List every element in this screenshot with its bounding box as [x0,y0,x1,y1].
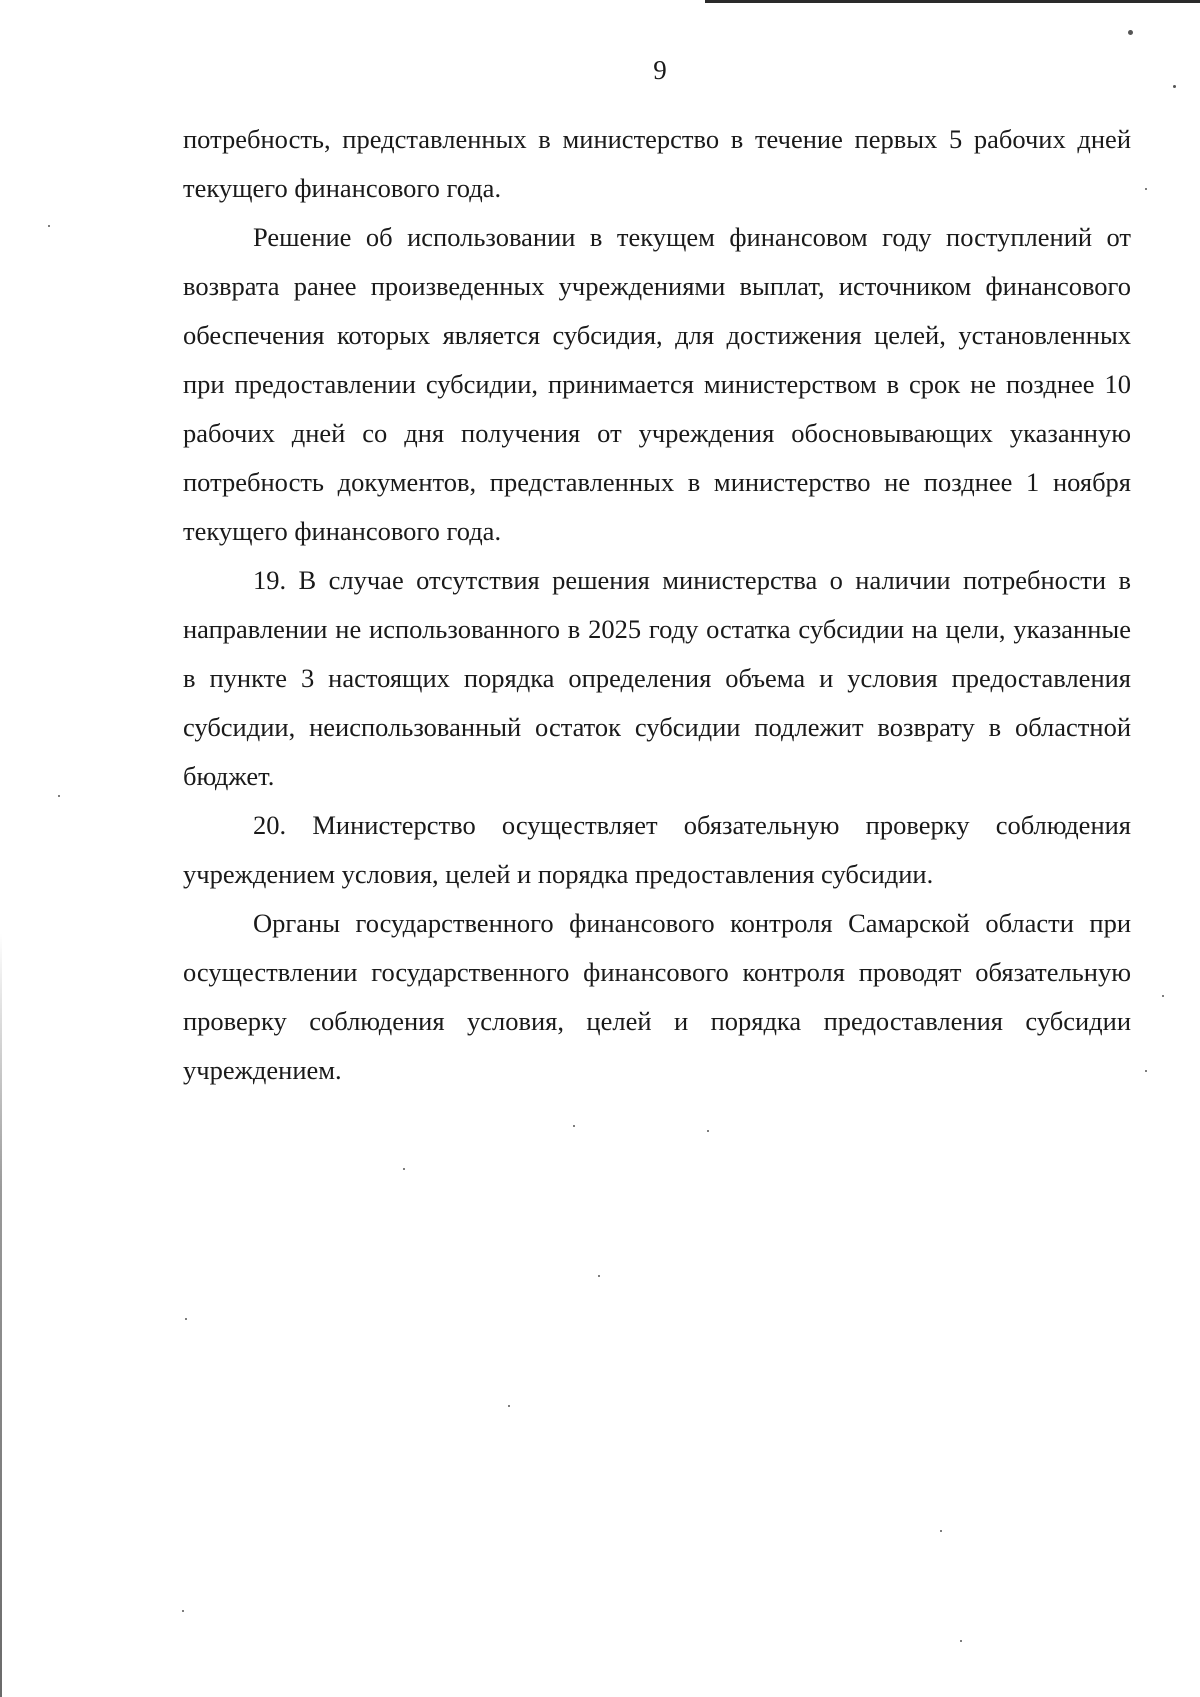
scan-speck [508,1405,510,1407]
scan-speck [48,225,50,227]
scan-speck [403,1168,405,1170]
scan-speck [1145,1070,1147,1072]
paragraph-continuation: потребность, представленных в министерство в течение первых 5 рабочих дней текущего финансового года. [183,124,1131,203]
paragraph-refund-decision: Решение об использовании в текущем финансовом году поступлений от возврата ранее произведенных учреждениями выплат, источником финансового обеспечения которых является субсидия, для достижения целей, установленных при предоставлении субсидии, принимается министерством в срок не позднее 10 рабочих дней со дня получения от учреждения обосновывающих указанную потребность документов, представленных в министерство не позднее 1 ноября текущего финансового года. [183,222,1131,546]
scan-speck [185,1318,187,1320]
paragraph-financial-control: Органы государственного финансового контроля Самарской области при осуществлении государственного финансового контроля проводят обязательную проверку соблюдения условия, целей и порядка предоставления субсидии учреждением. [183,908,1131,1085]
left-scan-edge [0,0,2,1697]
body-text [183,115,1131,1095]
scan-speck [960,1640,962,1642]
scan-speck [1162,995,1164,997]
paragraph-item-20: 20. Министерство осуществляет обязательную проверку соблюдения учреждением условия, целей и порядка предоставления субсидии. [183,810,1131,889]
paragraph-item-19: 19. В случае отсутствия решения министерства о наличии потребности в направлении не использованного в 2025 году остатка субсидии на цели, указанные в пункте 3 настоящих порядка определения объема и условия предоставления субсидии, неиспользованный остаток субсидии подлежит возврату в областной бюджет. [183,565,1131,791]
scan-speck [573,1125,575,1127]
scan-speck [707,1130,709,1132]
scan-speck [940,1530,942,1532]
scan-speck [182,1610,184,1612]
scan-speck [1173,85,1176,88]
scan-speck [598,1275,600,1277]
scan-speck [1128,30,1133,35]
top-edge-rule [705,0,1200,3]
scan-speck [58,795,60,797]
page-number: 9 [653,55,667,85]
scan-speck [1145,188,1147,190]
